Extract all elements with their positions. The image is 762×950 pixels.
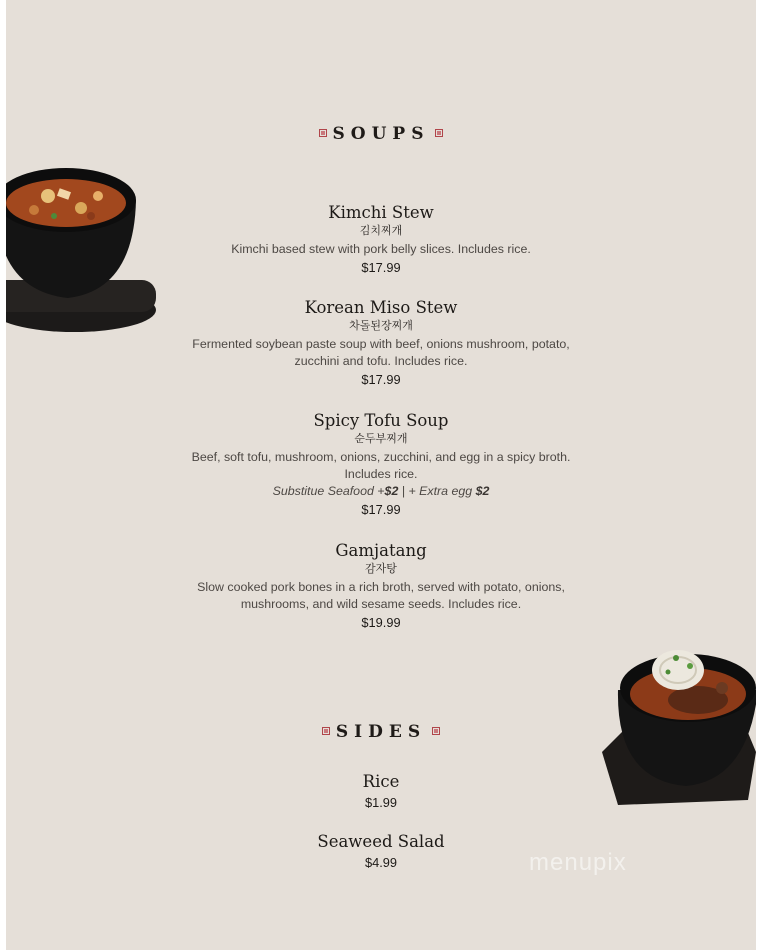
item-name: Korean Miso Stew	[304, 298, 458, 317]
item-description: Beef, soft tofu, mushroom, onions, zucchini, and egg in a spicy broth.	[191, 450, 571, 464]
soups-heading: SOUPS	[6, 124, 756, 144]
sides-heading: SIDES	[6, 722, 756, 742]
menu-item-korean-miso-stew	[6, 298, 756, 389]
menu-item-seaweed-salad	[6, 832, 756, 872]
item-name: Gamjatang	[335, 541, 427, 560]
watermark: menupix	[529, 849, 627, 876]
item-name: Kimchi Stew	[328, 203, 434, 222]
item-korean-name: 순두부찌개	[354, 432, 408, 445]
item-description: Kimchi based stew with pork belly slices. Includes rice.	[231, 242, 531, 256]
item-description: zucchini and tofu. Includes rice.	[294, 354, 468, 368]
item-description: Includes rice.	[344, 467, 418, 481]
item-price: $17.99	[361, 372, 401, 387]
ornament-icon	[432, 727, 440, 735]
item-price: $17.99	[361, 502, 401, 517]
menu-page	[6, 0, 756, 950]
item-description: mushrooms, and wild sesame seeds. Includes rice.	[240, 597, 522, 611]
item-korean-name: 김치찌개	[359, 224, 403, 237]
menu-item-rice	[6, 772, 756, 812]
item-price: $17.99	[361, 260, 401, 275]
menu-item-kimchi-stew	[6, 203, 756, 277]
item-description: Fermented soybean paste soup with beef, onions mushroom, potato,	[192, 337, 570, 351]
item-price: $19.99	[361, 615, 401, 630]
menu-item-gamjatang	[6, 541, 756, 632]
menu-item-spicy-tofu-soup	[6, 411, 756, 519]
item-korean-name: 감자탕	[365, 562, 397, 575]
item-name: Spicy Tofu Soup	[313, 411, 449, 430]
item-description: Slow cooked pork bones in a rich broth, served with potato, onions,	[197, 580, 565, 594]
item-price: $4.99	[364, 855, 398, 870]
item-name: Seaweed Salad	[317, 832, 445, 851]
ornament-icon	[319, 129, 327, 137]
item-name: Rice	[362, 772, 400, 791]
item-substitution-note: Substitue Seafood +$2 | + Extra egg $2	[272, 484, 490, 498]
item-korean-name: 차돌된장찌개	[349, 319, 413, 332]
item-price: $1.99	[364, 795, 398, 810]
ornament-icon	[435, 129, 443, 137]
ornament-icon	[322, 727, 330, 735]
